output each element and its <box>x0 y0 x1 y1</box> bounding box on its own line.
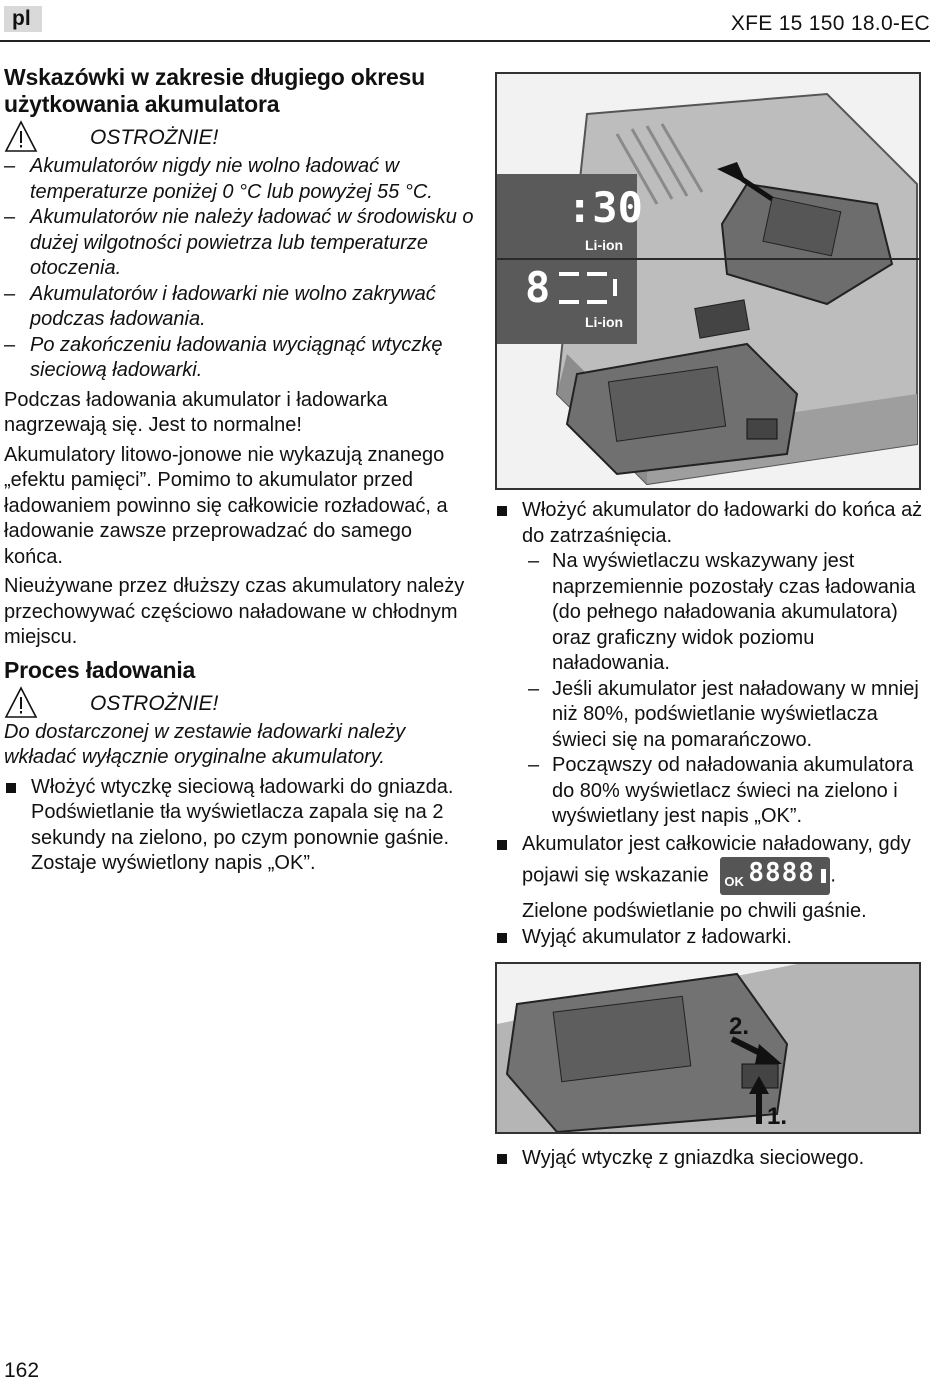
step-text: Wyjąć akumulator z ładowarki. <box>522 925 792 948</box>
caution-text: Do dostarczonej w zestawie ładowarki należy wkładać wyłącznie oryginalne akumulatory. <box>4 720 406 768</box>
ok-display-digits: 8888 <box>748 858 815 888</box>
charger-illustration <box>497 74 919 488</box>
step-label-1: 1. <box>767 1103 788 1130</box>
ok-display-icon <box>720 857 830 895</box>
paragraph: Nieużywane przez dłuższy czas akumulatory należy przechowywać częściowo naładowane w chłodnym miejscu. <box>4 575 465 648</box>
steps-list-right <box>495 498 935 950</box>
sub-item: – Jeśli akumulator jest naładowany w mniej niż 80%, podświetlanie wyświetlacza świeci się na pomarańczowo. <box>522 677 935 754</box>
battery-full-icon <box>821 869 826 883</box>
step-detail: Podświetlanie tła wyświetlacza zapala się na 2 sekundy na zielono, po czym ponownie gaśnie. Zostaje wyświetlony napis „OK”. <box>31 801 450 874</box>
document-code: XFE 15 150 18.0-EC <box>730 12 930 35</box>
step-item <box>495 832 935 925</box>
page-number: 162 <box>4 1359 40 1382</box>
list-item: – Akumulatorów i ładowarki nie wolno zakrywać podczas ładowania. <box>4 282 474 333</box>
steps-list-final <box>495 1146 935 1172</box>
list-item: – Akumulatorów nigdy nie wolno ładować w temperaturze poniżej 0 °C lub powyżej 55 °C. <box>4 154 474 205</box>
language-tag: pl <box>4 6 42 32</box>
step-text-end: . <box>830 864 836 887</box>
display-top-readout: :30 <box>567 183 643 232</box>
step-label-2: 2. <box>729 1013 750 1040</box>
step-text: Wyjąć wtyczkę z gniazdka sieciowego. <box>522 1147 865 1169</box>
warning-triangle-icon <box>4 120 38 154</box>
list-item: – Akumulatorów nie należy ładować w środowisku o dużej wilgotności powietrza lub temperaturze otoczenia. <box>4 205 474 282</box>
caution-label: OSTROŻNIE! <box>90 691 219 715</box>
step-subitems <box>522 549 935 830</box>
step-item <box>495 1146 935 1172</box>
battery-removal-illustration <box>497 964 919 1132</box>
step-text: Włożyć wtyczkę sieciową ładowarki do gniazda. <box>31 775 454 798</box>
paragraph: Podczas ładowania akumulator i ładowarka nagrzewają się. Jest to normalne! <box>4 388 388 436</box>
display-top-label: Li-ion <box>585 237 624 253</box>
caution-block-2 <box>4 686 474 720</box>
list-item: – Po zakończeniu ładowania wyciągnąć wtyczkę sieciową ładowarki. <box>4 333 474 384</box>
left-column <box>4 64 474 877</box>
ok-display-label: OK <box>724 874 744 889</box>
display-bottom-label: Li-ion <box>585 314 624 330</box>
step-detail: Zielone podświetlanie po chwili gaśnie. <box>522 900 867 922</box>
steps-list <box>4 775 474 877</box>
sub-item: – Na wyświetlaczu wskazywany jest naprzemiennie pozostały czas ładowania (do pełnego naładowania akumulatora) oraz graficzny widok poziomu naładowania. <box>522 549 935 677</box>
sub-item: – Począwszy od naładowania akumulatora do 80% wyświetlacz świeci na zielono i wyświetlany jest napis „OK”. <box>522 753 935 830</box>
step-item <box>495 498 935 830</box>
caution-list <box>4 154 474 384</box>
figure-remove-battery <box>495 962 921 1134</box>
display-bottom-readout: 8 <box>525 263 551 312</box>
step-item <box>495 925 935 951</box>
right-column <box>495 72 935 1172</box>
step-text: Akumulator jest całkowicie naładowany, gdy pojawi się wskazanie <box>522 832 911 887</box>
warning-triangle-icon <box>4 686 38 720</box>
step-text: Włożyć akumulator do ładowarki do końca aż do zatrzaśnięcia. <box>522 499 923 547</box>
section-heading-battery-life: Wskazówki w zakresie długiego okresu użytkowania akumulatora <box>4 64 425 117</box>
header-divider <box>0 40 930 42</box>
figure-insert-battery <box>495 72 921 490</box>
step-item <box>4 775 474 877</box>
caution-block-1 <box>4 120 474 154</box>
section-heading-charging: Proces ładowania <box>4 656 196 683</box>
paragraph: Akumulatory litowo-jonowe nie wykazują znanego „efektu pamięci”. Pomimo to akumulator przed ładowaniem powinno się całkowicie rozładować, a ładowanie zawsze przeprowadzać do samego końca. <box>4 443 448 568</box>
caution-label: OSTROŻNIE! <box>90 126 219 149</box>
